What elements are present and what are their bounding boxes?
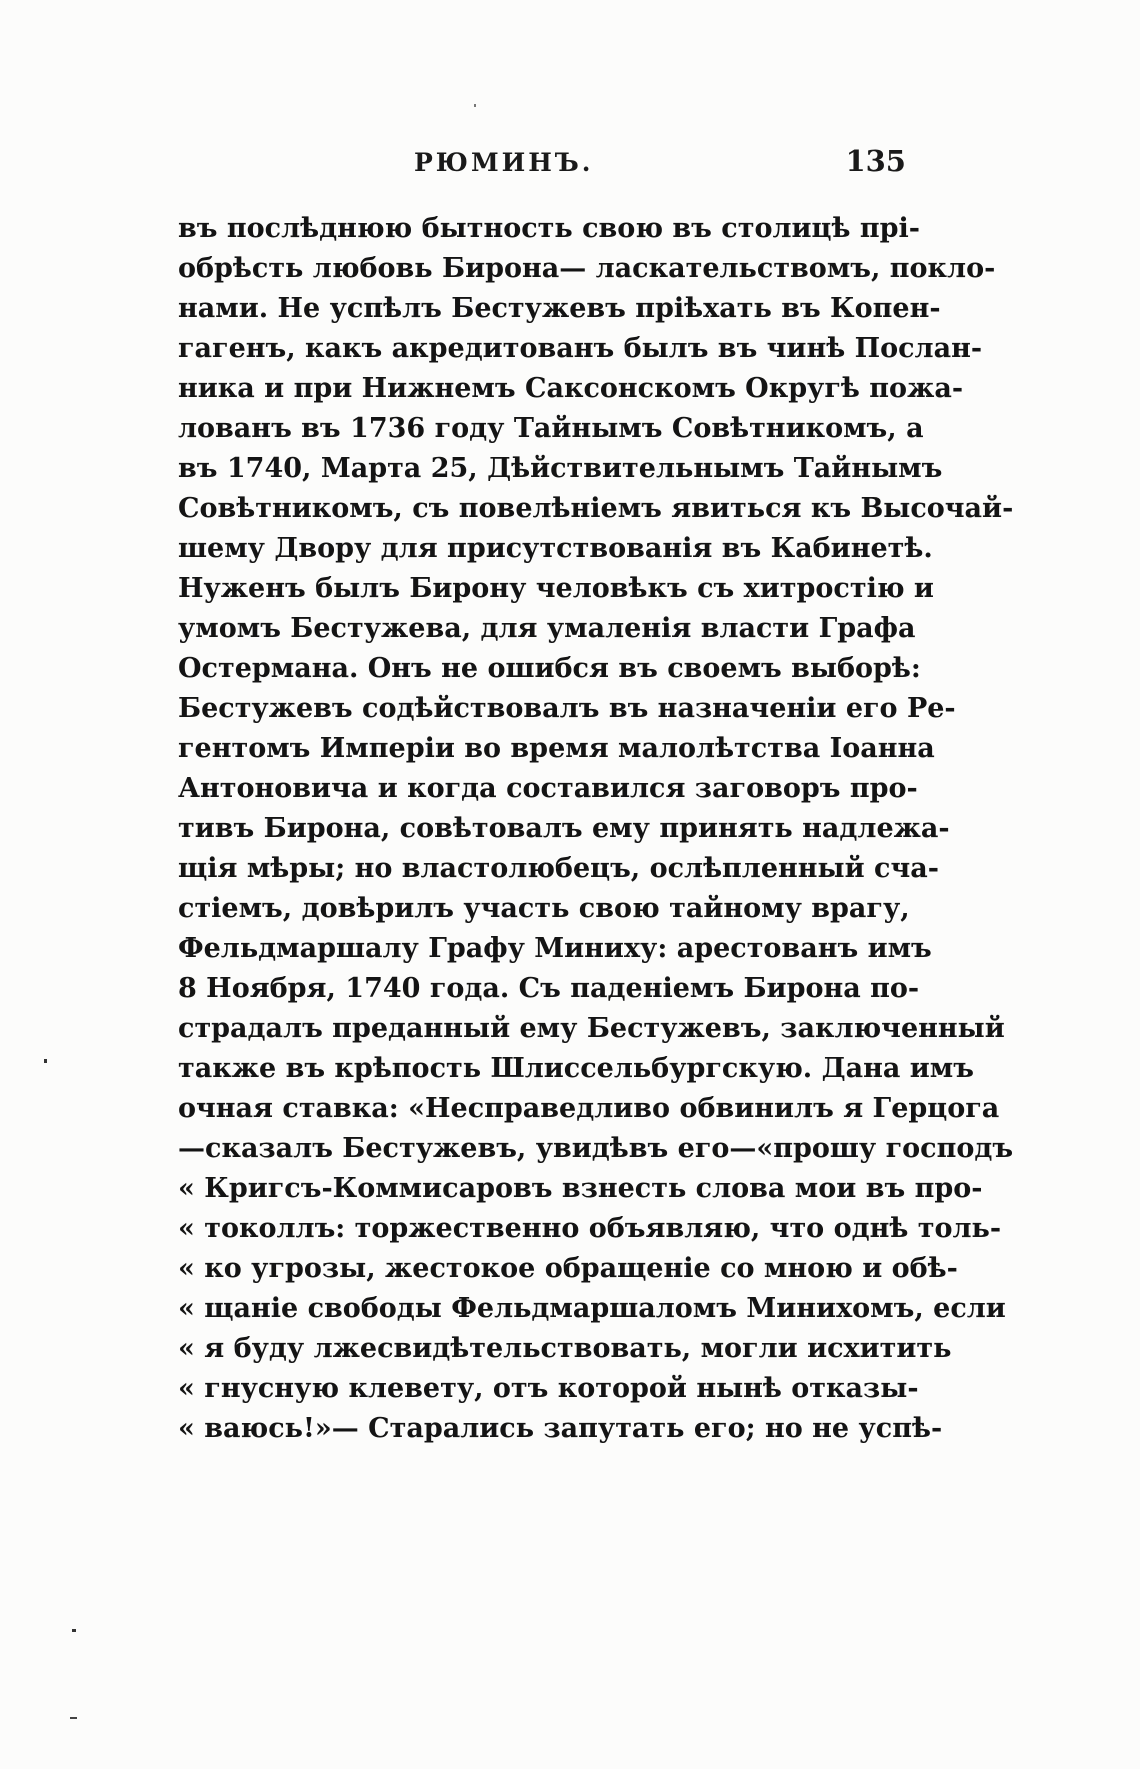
text-line: шему Двору для присутствованія въ Кабинетѣ. bbox=[178, 533, 933, 564]
text-line: Нуженъ былъ Бирону человѣкъ съ хитростію и bbox=[178, 573, 934, 604]
text-line: « гнусную клевету, отъ которой нынѣ отказы- bbox=[178, 1373, 919, 1404]
text-line: « токоллъ: торжественно объявляю, что однѣ толь- bbox=[178, 1213, 1002, 1244]
text-line: Бестужевъ содѣйствовалъ въ назначеніи его Ре- bbox=[178, 693, 956, 724]
text-line: « ко угрозы, жестокое обращеніе со мною и обѣ- bbox=[178, 1253, 958, 1284]
scan-speck bbox=[70, 1717, 77, 1719]
text-line: гентомъ Имперіи во время малолѣтства Іоанна bbox=[178, 733, 935, 764]
text-line: « ваюсь!»— Старались запутать его; но не успѣ- bbox=[178, 1413, 943, 1444]
text-line: « я буду лжесвидѣтельствовать, могли исхитить bbox=[178, 1333, 952, 1364]
text-line: Остермана. Онъ не ошибся въ своемъ выборѣ: bbox=[178, 653, 921, 684]
text-line: очная ставка: «Несправедливо обвинилъ я Герцога bbox=[178, 1093, 1000, 1124]
text-line: лованъ въ 1736 году Тайнымъ Совѣтникомъ, а bbox=[178, 413, 924, 444]
text-line: нами. Не успѣлъ Бестужевъ пріѣхать въ Копен- bbox=[178, 293, 941, 324]
text-line: обрѣсть любовь Бирона— ласкательствомъ, покло- bbox=[178, 253, 996, 284]
text-line: щія мѣры; но властолюбецъ, ослѣпленный сча- bbox=[178, 853, 939, 884]
text-line: Совѣтникомъ, съ повелѣніемъ явиться къ Высочай- bbox=[178, 493, 1014, 524]
text-line: 8 Ноября, 1740 года. Съ паденіемъ Бирона по- bbox=[178, 973, 920, 1004]
text-line: въ 1740, Марта 25, Дѣйствительнымъ Тайнымъ bbox=[178, 453, 943, 484]
text-line: въ послѣднюю бытность свою въ столицѣ прі- bbox=[178, 213, 920, 244]
page-number: 135 bbox=[845, 144, 906, 178]
text-line: гагенъ, какъ акредитованъ былъ въ чинѣ Послан- bbox=[178, 333, 983, 364]
scan-speck bbox=[474, 104, 476, 107]
text-line: Фельдмаршалу Графу Миниху: арестованъ имъ bbox=[178, 933, 932, 964]
text-line: стіемъ, довѣрилъ участь свою тайному врагу, bbox=[178, 893, 910, 924]
running-head: РЮМИНЪ. bbox=[414, 148, 594, 177]
text-line: Антоновича и когда составился заговоръ про- bbox=[178, 773, 918, 804]
scan-speck bbox=[72, 1629, 76, 1632]
text-line: « щаніе свободы Фельдмаршаломъ Минихомъ, если bbox=[178, 1293, 1006, 1324]
text-line: тивъ Бирона, совѣтовалъ ему принять надлежа- bbox=[178, 813, 950, 844]
text-line: также въ крѣпость Шлиссельбургскую. Дана имъ bbox=[178, 1053, 974, 1084]
text-line: ника и при Нижнемъ Саксонскомъ Округѣ пожа- bbox=[178, 373, 964, 404]
scan-speck bbox=[44, 1059, 47, 1063]
text-line: « Кригсъ-Коммисаровъ взнесть слова мои въ про- bbox=[178, 1173, 983, 1204]
text-line: умомъ Бестужева, для умаленія власти Графа bbox=[178, 613, 916, 644]
text-line: —сказалъ Бестужевъ, увидѣвъ его—«прошу господъ bbox=[178, 1133, 1014, 1164]
text-line: страдалъ преданный ему Бестужевъ, заключенный bbox=[178, 1013, 1005, 1044]
